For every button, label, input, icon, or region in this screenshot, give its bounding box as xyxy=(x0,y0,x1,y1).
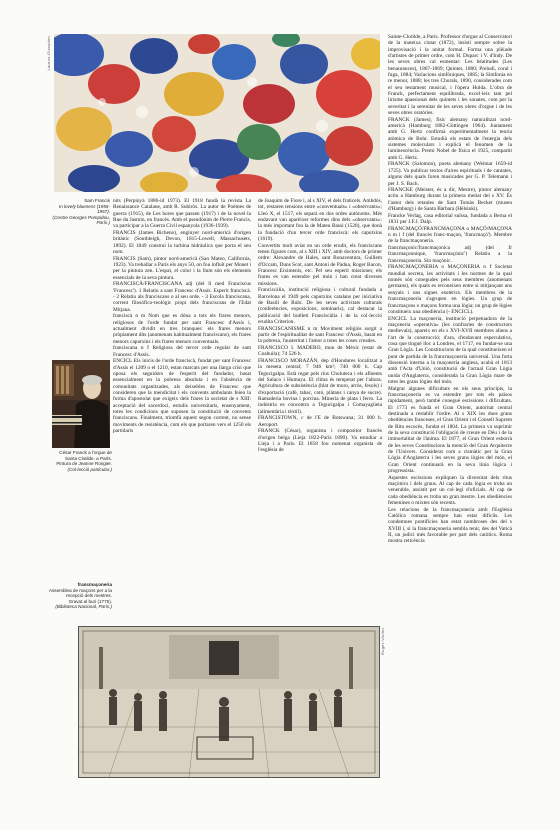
entry-paragraph: FRANCISCO MORAZÁN, dep d'Hondures localitzat a la meseta central; 7 946 km²; 740 000 h. Cap Tegucigalpa. Està regat pels rius Choluteca i els afluents del Sulaco i Humuya. El clima és temperat per l'altura. Agricultura de subsistència (blat de moro, arròs, fesols) i d'exportació (cafè, tabac, cotó, plàtans i canya de sucre). Ramaderia bovina i porcina. Mineria de plata i ferro. La indústria es concentra a Tegucigalpa i Comayagüela (alimentària i tèxtil). xyxy=(258,358,382,415)
entry-paragraph: franciscana n f Religiosa del tercer orde regular de sant Francesc d'Assís. xyxy=(113,345,251,358)
text-column-3 xyxy=(388,34,512,786)
portrait-image xyxy=(52,360,110,448)
entry-paragraph: franciscà n m Nom que es dóna a tots els frares menors, religiosos de l'orde fundat per sant Francesc d'Assís i, actualment dividit en tres branques: els frares menors pròpiament dits (anomenats habitualment franciscans), els frares menors caputxins i els frares menors conventuals. xyxy=(113,313,251,345)
entry-paragraph: ENCICL La maçoneria, institució perpetuadora de la maçoneria «operativa» (les confraries de constructors medievals), apareix en els s XVI-XVII membres aliens a l'art de la construcció; d'ara, d'endavant especulativa, cosa que tingué lloc a Londres, el 1717, en fundar-se una Gran Lògia. Les Constitucions de la qual constitueixen el punt de partida de la francmaçoneria universal. Una forta dissensió interna a la maçoneria anglesa, acabà el 1813 amb l'Acta d'Unió, constitució de l'actual Gran Lògia unida d'Anglaterra, considerada la Gran Lògia mare de totes les grans lògies del món. xyxy=(388,315,512,385)
photo-credit-bottom: Roger-Viollet xyxy=(380,628,385,655)
entry-paragraph: FRANCISCANISME n m Moviment religiós sorgit a partir de l'espiritualitat de sant Francesc d'Assís, basat en la pobresa, l'austeritat i l'amor a totes les coses creades. xyxy=(258,325,382,345)
caption-francmaconeria-line1: Assemblea de maçons per a la xyxy=(48,587,112,593)
entry-paragraph: FRANCIS (James Bicheno), enginyer nord-americà d'origen britànic (Southleigh, Devon, 1815-Lowell, Massachusets, 1892). El 1849 construí la turbina hidràulica que porta el seu nom. xyxy=(113,230,251,256)
text-column-2 xyxy=(258,198,382,618)
entry-paragraph: Les relacions de la francmaçoneria amb l'Església Catòlica romana sempre han estat difícils. Les condemnes pontifícies han estat nombroses des del s XVIII i, si la francmaçoneria sembla tenir, des del Vaticà II, un judici més favorable per part dels catòlics. Roma mostra reticència xyxy=(388,506,512,545)
caption-francmaconeria xyxy=(40,582,112,610)
text-column-1 xyxy=(113,198,251,618)
entry-paragraph: FRANCK (James), físic alemany naturalitzat nord-americà (Hamburg 1882-Göttingen 1964). Juntament amb G. Hertz confirmà experimentalment la teoria atòmica de Bohr. Estudià els estats de l'energia dels sistemes moleculars i explicà el fenomen de la luminescència. Premi Nobel de física el 1925, compartit amb G. Hertz. xyxy=(388,116,512,161)
entry-paragraph: FRANCK (César), organista i compositor francès d'origen belga (Lieja 1822-París 1890). Va estudiar a Lieja i a París. El 1858 fou nomenat organista de l'església de xyxy=(258,428,382,454)
caption-franck-line1: César Franck a l'orgue de xyxy=(59,450,112,455)
caption-francmaconeria-line2: recepció dels mestres. xyxy=(66,593,112,599)
caption-francmaconeria-line3: Gravat al buri (1775). xyxy=(68,598,112,604)
entry-paragraph: FRANCISCÀ/FRANCISCANA adj (del ll med Franciscus 'Francesc'). 1 Relatiu a sant Francesc d'Assís. Esperit franciscà. - 2 Relatiu als franciscans o al seu orde. - 3 Escola franciscana, corrent filosòfico-teològic propi dels franciscans de l'Edat Mitjana. xyxy=(113,281,251,313)
caption-franck xyxy=(42,450,112,472)
sam-francis-painting xyxy=(54,34,380,192)
entry-paragraph: Sainte-Clotilde, a París. Professor d'orgue al Conservatori de la mateixa ciutat (1872), insistí sempre sobre la improvisació i la unitat formal. Forma una plèiade d'artistes de primer ordre, com H. Duparc i V. d'Indy. De les seves obres cal esmentar: Les béatitudes (Les benaurances), 1867-1869; Quintet, 1880; Preludi, coral i fuga, 1884; Variacions simfòniques, 1885; la Simfonia en re menor, 1888; les tres Chorals, 1890, considerades com el seu testament musical, i l'òpera Hulda. L'obra de Franck, perfectament equilibrada, excel·leix tant pel lirisme apassionat dels quintets i les sonates, com per la severitat i la serenitat de les seves obres d'orgue i de les seves obres oratòries. xyxy=(388,34,512,117)
cesar-franck-portrait xyxy=(52,360,110,448)
caption-francmaconeria-title: francmaçoneria xyxy=(77,582,112,587)
entry-paragraph: nits (Perpinyà 1886-id 1973). El 1918 fundà la revista La Renaissance Catalane, amb R. Subiròs. La autor de Poèmes de guerra (1915), de Les hores que passen (1917) i de la novel·la Rue du Jasmin, en francès. Amb el pseudònim de Pierre Francis, va participar a la Guerra Civil espanyola (1936-1939). xyxy=(113,198,251,230)
caption-francmaconeria-line4: (Biblioteca Nacional, París.) xyxy=(55,604,112,610)
entry-paragraph: FRANCMAÇÓ/FRANCMAÇONA o MAÇÓ/MAÇONA n m i f (del francès franc-maçon, 'francmaçó'). Membre de la francmaçoneria. xyxy=(388,225,512,245)
entry-paragraph: ENCICL Els inicis de l'orde franciscà, fundat per sant Francesc d'Assís el 1209 o el 1210, estan marcats per una llarga crisi que oposa els seguidors de l'esperit del fundador, basat essencialment en la pobresa absoluta i en l'absència de comunitats organitzades, als deixebles de Francesc que consideren que la mendicitat i els convents ambulants feien la forma d'apostolat que exigeix dels frares la societat de s XIII: acceptació del sacerdoci, estudis universitaris, ensenyament, totes les condicions que suposen la constitució de convents franciscans. Finalment, triomfà aquest segon corrent, no sense moviments de resistència, com els que portaren vers el 1250 els partidaris xyxy=(113,358,251,435)
photo-credit-top: Lauros-Giraudon xyxy=(46,36,51,71)
caption-franck-line4: (Col·lecció particular.) xyxy=(67,466,112,472)
entry-paragraph: Convertits molt aviat en un orde erudit, els franciscans tenen figures com, al s XIII i XIV, amb doctors de primer ordre: Alexandre de Hales, sant Bonaventura, Guillem d'Occam, Duns Scot, sant Antoni de Pàdua, Roger Bacon, Francesc Eiximenis, etc. Pel seu esperit missioner, els frares es van estendre pel món i han creat diverses missions. xyxy=(258,242,382,287)
entry-paragraph: FRANCMAÇONERIA o MAÇONERIA n f Societat mundial secreta, les activitats i les normes de la qual només són conegudes pels seus membres (anomenats germans), els quals es reconeixen entre si mitjançant uns senyals i uns signes esotèrics. Els membres de la francmaçoneria s'agrupen en lògies. Un grup de francmaçons o maçons forma una lògia; un grup de lògies constitueix una obediència (- ENCICL). xyxy=(388,264,512,315)
entry-paragraph: FRANCKE (Meister, és a dir, Mestre), pintor alemany actiu a Hamburg durant la primera meitat del s XV. És l'autor dels retaules de Sant Tomàs Becket (museu d'Hamburg) i de Santa Bàrbara (Hèlsinki). xyxy=(388,187,512,213)
entry-paragraph: Malgrat algunes dificultats en els seus principis, la francmaçoneria es va estendre per tots els països ràpidament, però també conegué escissions i dificultats. El 1773 es fundà el Gran Orient, autoritat central destinada a restablir l'ordre. Al s XIX les dues grans obediències franceses, el Gran Orient i el Consell Suprem de Ritu escocès, fundat el 1804. La primera va suprimir de la seva constitució l'obligació de creure en Déu i de la immortalitat de l'ànima. El 1877, el Gran Orient esborrà de les seves Constitucions la menció del Gran Arquitecte de l'Univers. Considerat com a cismàtic per la Gran Lògia d'Anglaterra i les seves grans lògies del món, el Gran Orient continuarà en la seva línia lògica i progressista. xyxy=(388,385,512,475)
entry-paragraph: FRANCISTOWN, c de l'E de Botswana; 31 000 h. Aeroport. xyxy=(258,415,382,428)
entry-paragraph: de Joaquim de Fiore i, al s XIV, el dels fraticels. Ambdós, tot, restaren tensions entre «conventuals» i «observants»; Lleó X, el 1517, els separà en dos ordes autònoms. Més endavant van aparèixer reformes dins dels «observants»: la més important fou la de Mateu Bassi (1528), que donà la fundació d'un tercer orde franciscà: els caputxins (1619). xyxy=(258,198,382,243)
caption-franck-line3: Pintura de Jeanne Rongier. xyxy=(56,461,112,467)
entry-paragraph: Francke Verlag, casa editorial suïssa, fundada a Berna el 1831 per J.F.J. Dalp. xyxy=(388,212,512,226)
entry-paragraph: Aquestes escissions expliquen la diversitat dels ritus maçònics i dels graus. Al cap de cada lògia es troba un venerable, assistit per un col·legi d'oficials. Al cap de cada obediència es troba un gran mestre. Les obediències femenines o mixtes són recents. xyxy=(388,474,512,507)
caption-sam-francis xyxy=(48,198,110,226)
entry-paragraph: francmaçonic/francmaçonica adj (del fr francmaçonnique, 'francmaçònic') Relatiu a la francmaçoneria. Sin maçònic. xyxy=(388,245,512,264)
caption-francis-name: Sam Francis xyxy=(84,198,110,203)
engraving-image xyxy=(79,627,379,777)
entry-paragraph: FRANCK (Salomon), poeta alemany (Weimar 1659-id 1725). Va publicar textos d'aires espirituals i de cantates, alguns dels quals foren musicades per G. P. Telemann i per J. S. Bach. xyxy=(388,161,512,187)
entry-paragraph: Franciscàlia, institució religiosa i cultural fundada a Barcelona el 1949 pels caputxins catalans per iniciativa de Basili de Rubí. De les seves activitats culturals (conferències, exposicions, seminaris), cal destacar la publicació del butlletí Franciscàlia i de la col·lecció erudita Criterion. xyxy=(258,287,382,326)
masonic-engraving xyxy=(78,626,380,778)
caption-francis-work: In lovely blueness (1955-1957). xyxy=(58,203,110,215)
entry-paragraph: FRANCIS (Sam), pintor nord-americà (San Mateo, California, 1923). Va treballar a París els anys 50, on fou influït per Monet i per la pintura zen. L'espai, el color i la llum són els elements essencials de la seva pintura. xyxy=(113,255,251,281)
caption-francis-location: (Centre Georges Pompidou, París.) xyxy=(52,214,110,226)
caption-franck-line2: Santa Clotilde, a París. xyxy=(65,455,112,461)
abstract-painting-image xyxy=(54,34,380,192)
entry-paragraph: FRANCISCO I. MADERO, mun de Mèxic (estat de Coahuila); 74 526 h. xyxy=(258,345,382,358)
